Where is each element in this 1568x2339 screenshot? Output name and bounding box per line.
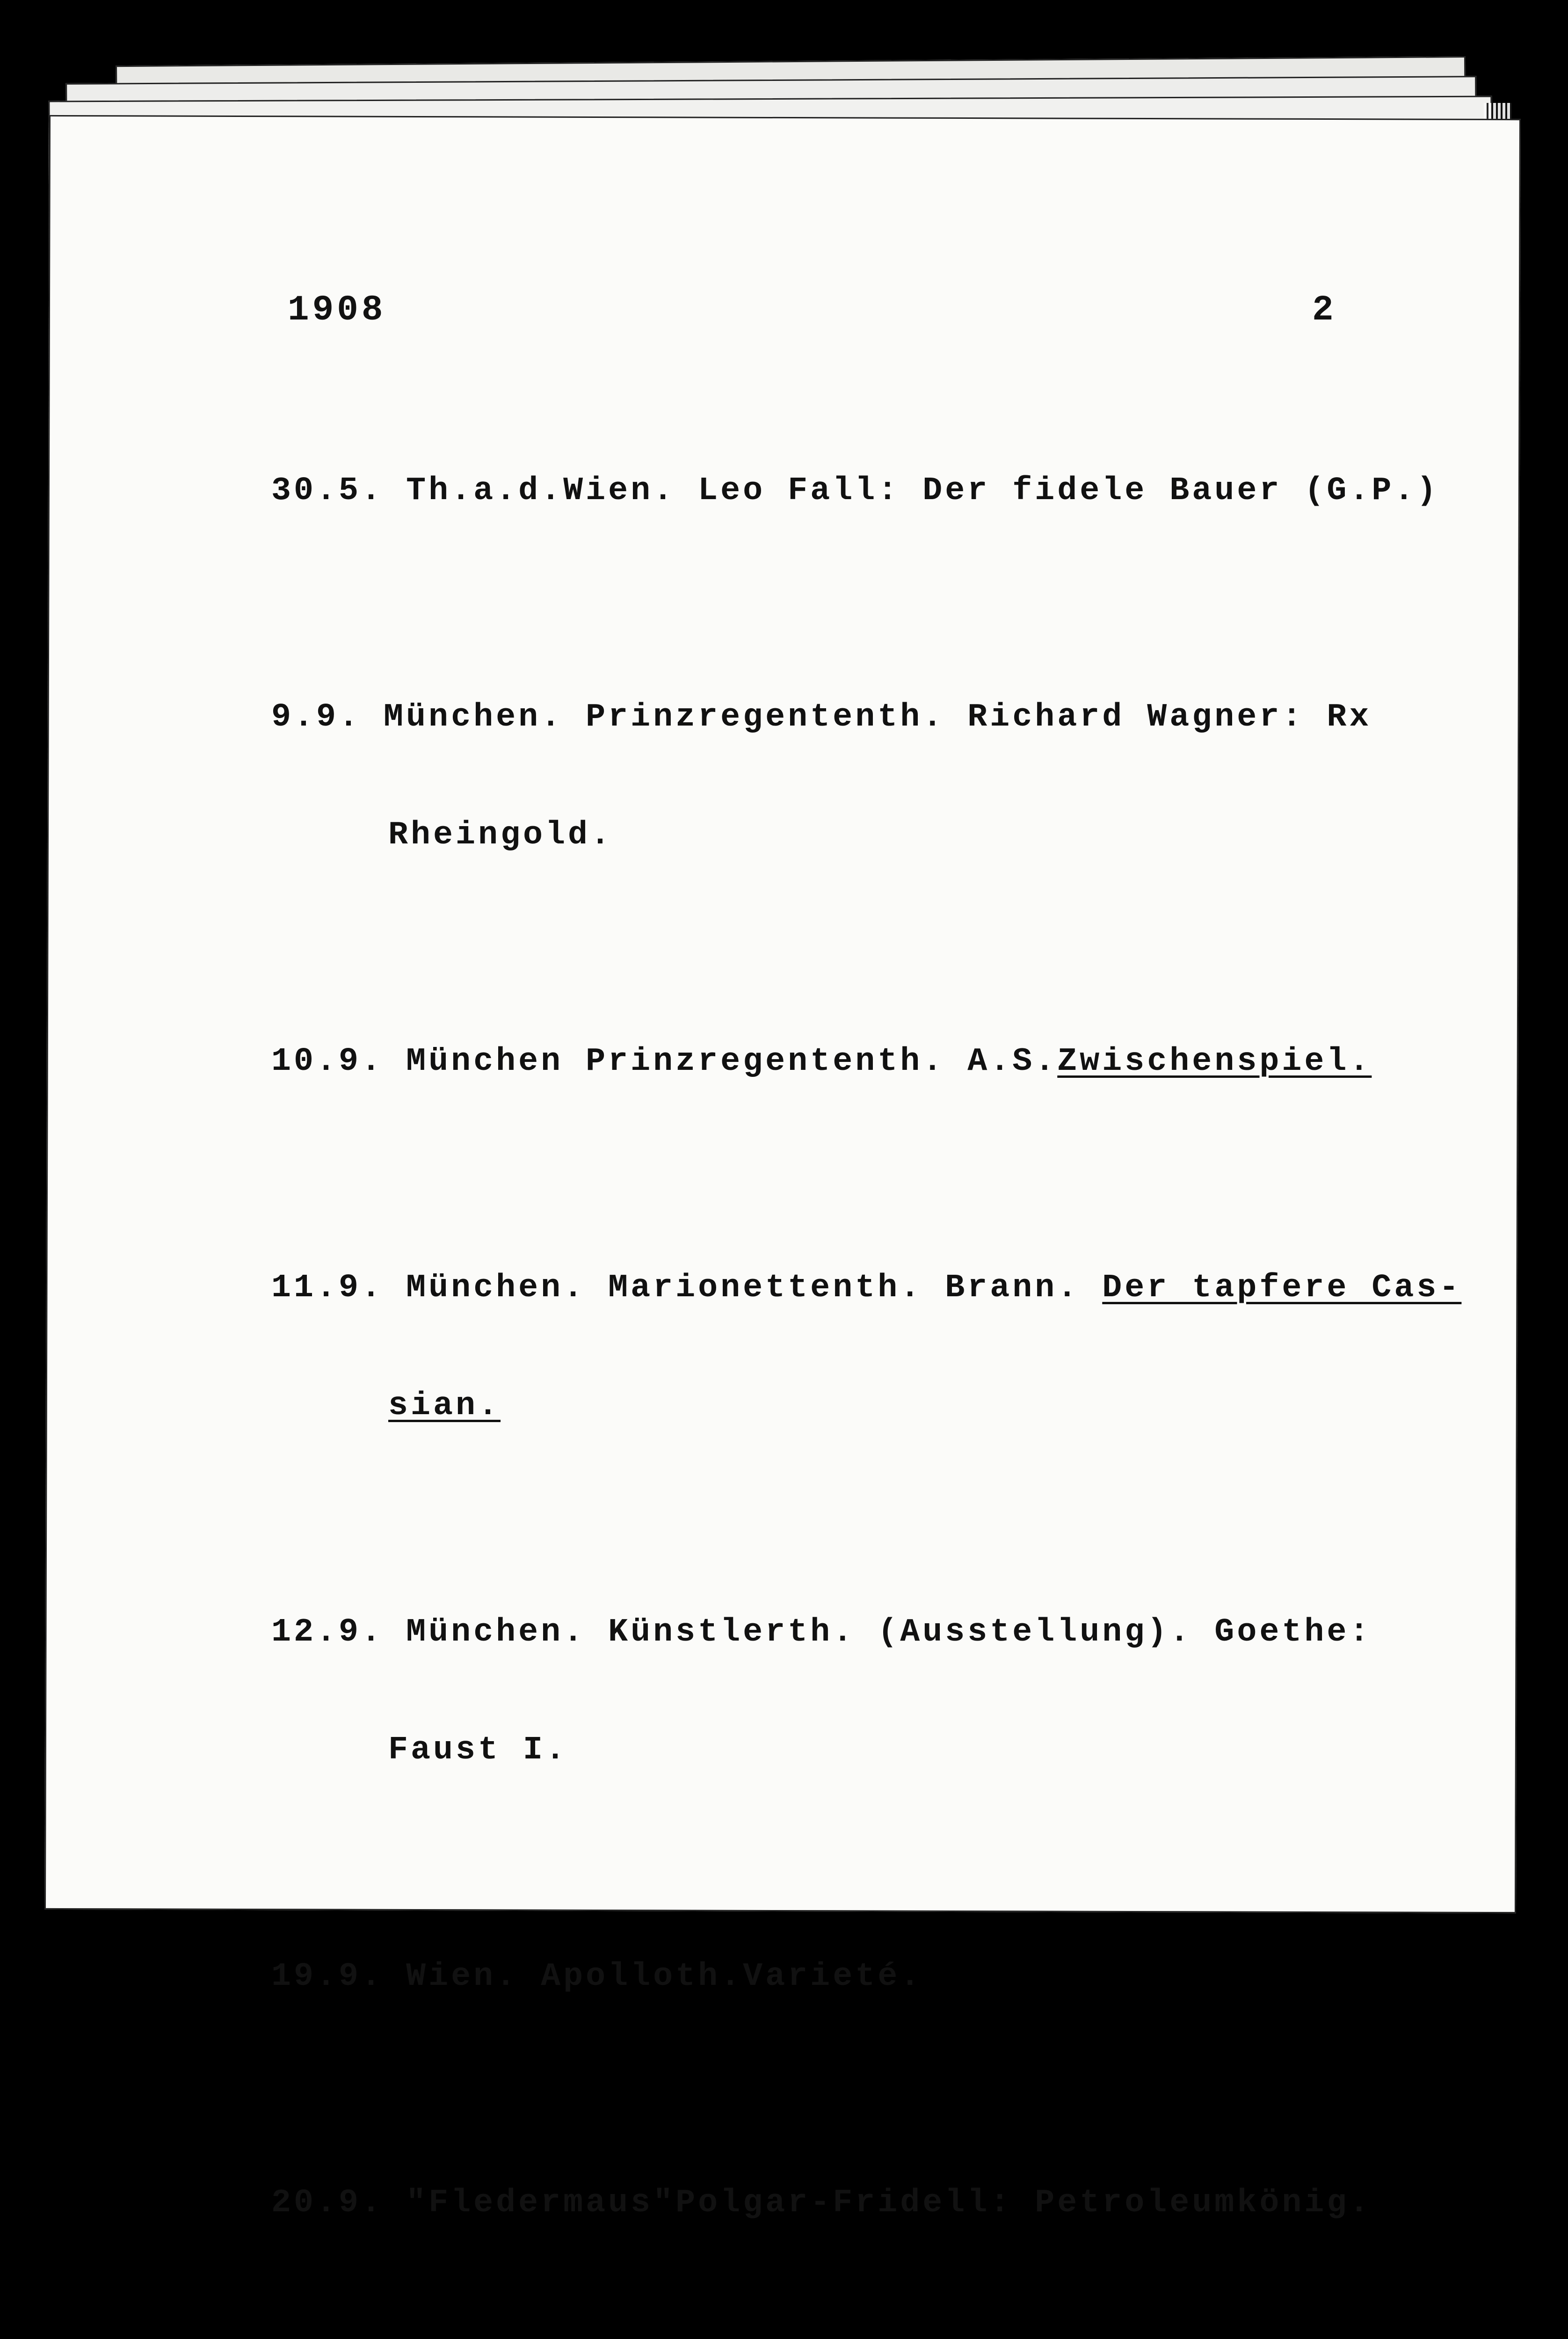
entry-continuation: Faust I. [388,1732,568,1769]
entry-11-9 [271,1190,1469,1504]
entry-continuation: Rheingold. [388,817,613,854]
entry-text: Wien. Apolloth.Varieté. [406,1958,923,1995]
entry-20-9 [271,2105,1469,2302]
entry-25-10 [271,2332,1469,2339]
entry-19-9 [271,1879,1469,2075]
underlined-title: Zwischenspiel. [1057,1043,1372,1080]
entry-text: Th.a.d.Wien. Leo Fall: Der fidele Bauer (G.P.) [406,472,1439,509]
page-number: 2 [1312,290,1337,330]
entry-10-9 [271,964,1469,1160]
entry-date: 12.9. [271,1614,384,1651]
entry-text: München. Marionettenth. Brann. [406,1270,1103,1307]
entry-date: 10.9. [271,1043,384,1080]
entry-9-9 [271,619,1469,934]
entry-date: 11.9. [271,1270,384,1307]
entry-date: 19.9. [271,1958,384,1995]
diary-entries [271,393,1469,2339]
entry-text: München. Künstlerth. (Ausstellung). Goethe: [406,1614,1372,1651]
year-heading: 1908 [288,290,386,330]
entry-text: "Fledermaus"Polgar-Fridell: Petroleumkönig. [406,2185,1372,2222]
underlined-title-continuation: sian. [388,1387,501,1424]
entry-12-9 [271,1534,1469,1849]
entry-date: 9.9. [271,699,362,736]
entry-date: 20.9. [271,2185,384,2222]
entry-text: München Prinzregententh. A.S. [406,1043,1058,1080]
underlined-title: Der tapfere Cas- [1102,1270,1462,1307]
entry-30-5 [271,393,1469,589]
entry-date: 30.5. [271,472,384,509]
entry-text: München. Prinzregententh. Richard Wagner: Rx [384,699,1372,736]
